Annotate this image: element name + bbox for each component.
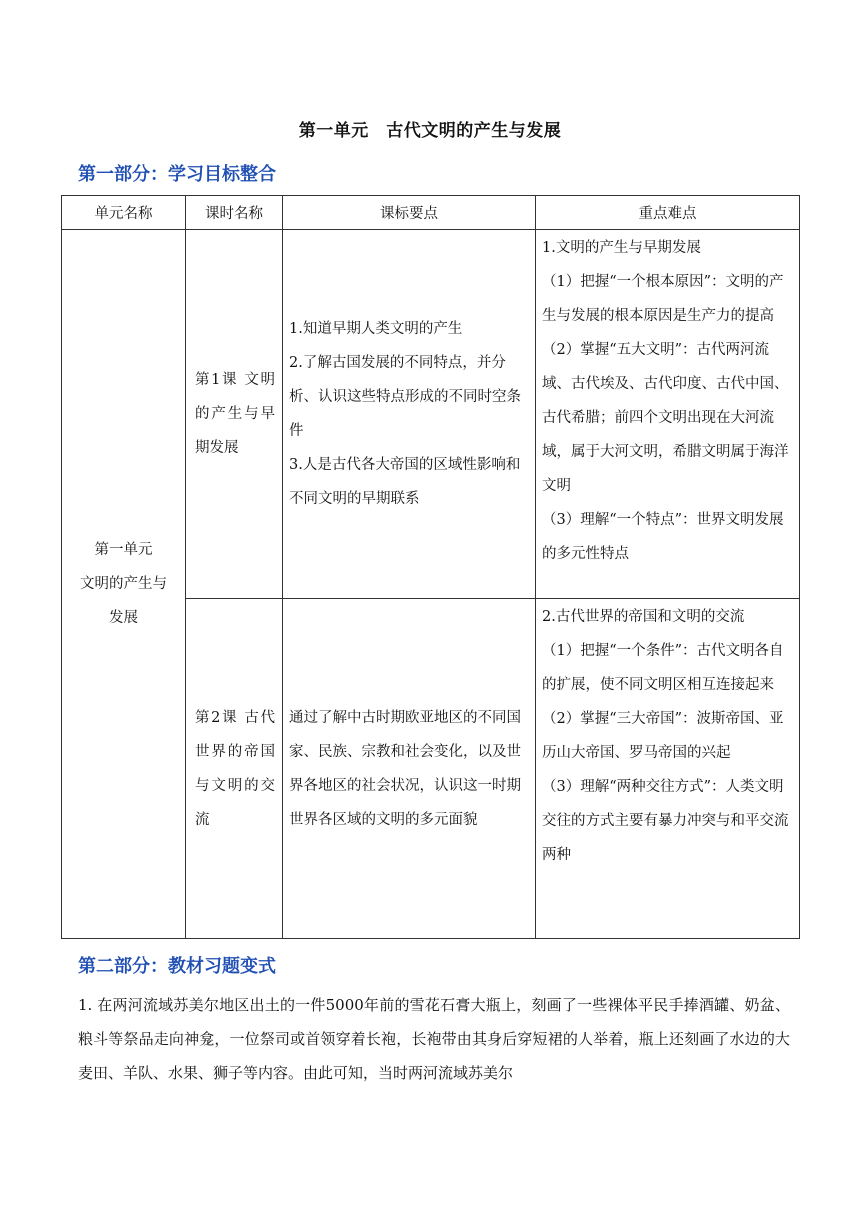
- table-row: [62, 230, 800, 599]
- unit-name-line: 发展: [109, 610, 138, 626]
- unit-name-cell: [62, 230, 186, 939]
- section-heading-learning-goals: 第一部分：学习目标整合: [78, 164, 276, 185]
- standard-item: 3.人是古代各大帝国的区域性影响和不同文明的早期联系: [289, 457, 521, 507]
- key-point-item: 1.文明的产生与早期发展: [542, 240, 701, 256]
- standard-item: 通过了解中古时期欧亚地区的不同国家、民族、宗教和社会变化，以及世界各地区的社会状况，认识这一时期世界各区域的文明的多元面貌: [289, 709, 521, 828]
- unit-name-line: 文明的产生与: [80, 576, 167, 592]
- key-point-item: 2.古代世界的帝国和文明的交流: [542, 609, 745, 625]
- header-standards: 课标要点: [283, 196, 536, 230]
- key-point-item: （2）掌握“三大帝国”：波斯帝国、亚历山大帝国、罗马帝国的兴起: [542, 711, 784, 761]
- section-heading-exercises: 第二部分：教材习题变式: [78, 956, 276, 977]
- standards-cell: [283, 599, 536, 939]
- standards-cell: [283, 230, 536, 599]
- key-point-item: （1）把握“一个根本原因”：文明的产生与发展的根本原因是生产力的提高: [542, 274, 784, 324]
- page-title: 第一单元 古代文明的产生与发展: [298, 121, 562, 141]
- learning-goals-table: [61, 195, 800, 939]
- standard-item: 2.了解古国发展的不同特点，并分析、认识这些特点形成的不同时空条件: [289, 355, 521, 439]
- key-point-item: （3）理解“一个特点”：世界文明发展的多元性特点: [542, 512, 784, 562]
- question-1-text: 1. 在两河流域苏美尔地区出土的一件5000年前的雪花石膏大瓶上，刻画了一些裸体平民手捧酒罐、奶盆、粮斗等祭品走向神龛，一位祭司或首领穿着长袍，长袍带由其身后穿短裙的人举着，瓶上还刻画了水边的大麦田、羊队、水果、狮子等内容。由此可知，当时两河流域苏美尔: [78, 996, 790, 1082]
- key-point-item: （1）把握“一个条件”：古代文明各自的扩展，使不同文明区相互连接起来: [542, 643, 784, 693]
- standard-item: 1.知道早期人类文明的产生: [289, 321, 463, 337]
- key-points-cell: [536, 599, 800, 939]
- header-lesson-name: 课时名称: [186, 196, 283, 230]
- header-key-points: 重点难点: [536, 196, 800, 230]
- unit-name-line: 第一单元: [94, 542, 153, 558]
- key-point-item: （3）理解“两种交往方式”：人类文明交往的方式主要有暴力冲突与和平交流两种: [542, 779, 789, 863]
- key-point-item: （2）掌握“五大文明”：古代两河流域、古代埃及、古代印度、古代中国、古代希腊；前四个文明出现在大河流域，属于大河文明，希腊文明属于海洋文明: [542, 342, 789, 494]
- table-header-row: [62, 196, 800, 230]
- lesson-name-cell: 第1课 文明的产生与早期发展: [186, 230, 283, 599]
- key-points-cell: [536, 230, 800, 599]
- lesson-name-cell: 第2课 古代世界的帝国与文明的交流: [186, 599, 283, 939]
- header-unit-name: 单元名称: [62, 196, 186, 230]
